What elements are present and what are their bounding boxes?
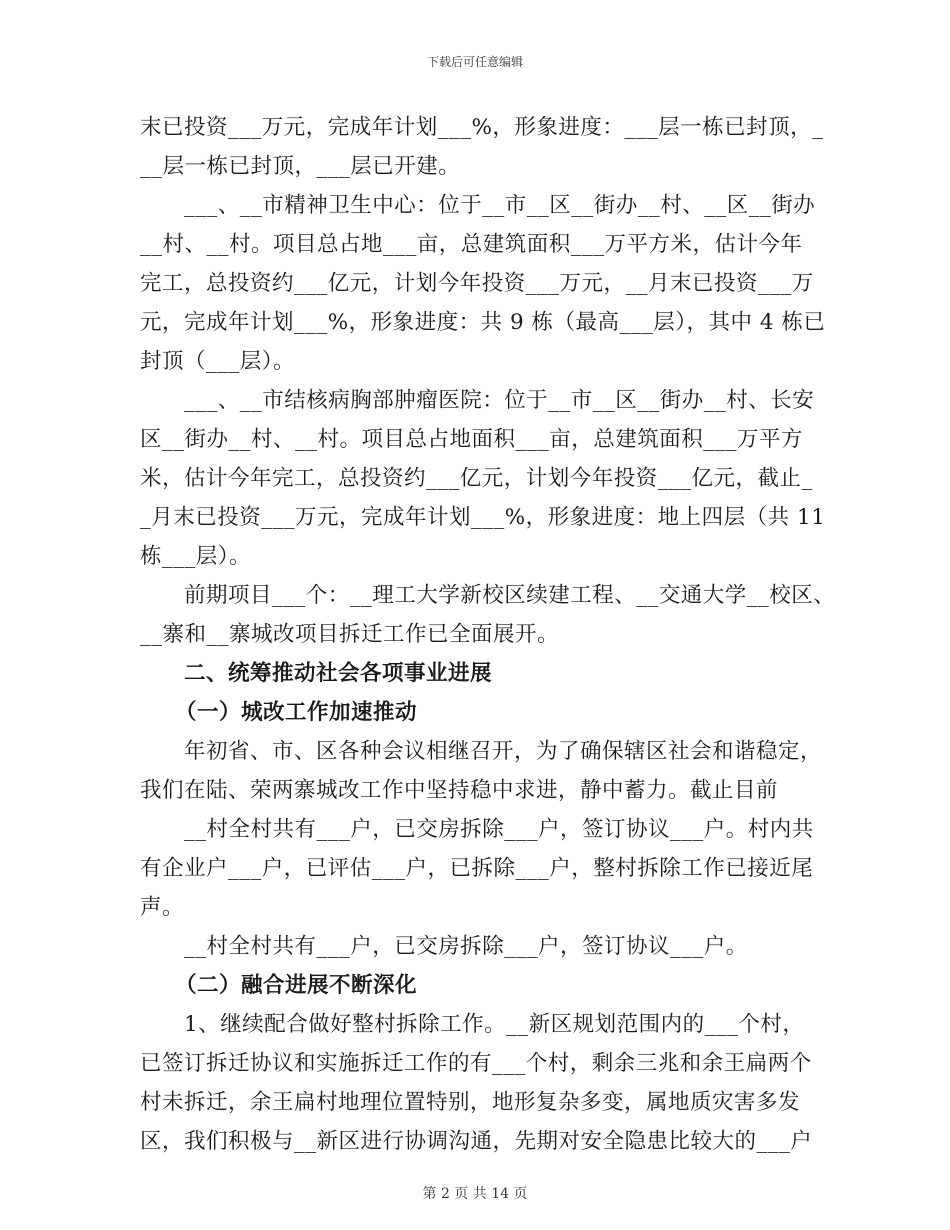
paragraph-line: 年初省、市、区各种会议相继召开，为了确保辖区社会和谐稳定， xyxy=(184,739,823,764)
paragraph-line: 栋___层）。 xyxy=(140,544,252,569)
paragraph-line: 前期项目___个：__理工大学新校区续建工程、__交通大学__校区、 xyxy=(184,583,836,608)
section-heading: 二、统筹推动社会各项事业进展 xyxy=(184,661,493,686)
paragraph-line: 已签订拆迁协议和实施拆迁工作的有___个村，剩余三兆和余王扁两个 xyxy=(140,1051,812,1076)
paragraph-line: 有企业户___户，已评估___户，已拆除___户，整村拆除工作已接近尾 xyxy=(140,856,814,881)
paragraph-line: ___、__市精神卫生中心：位于__市__区__街办__村、__区__街办 xyxy=(184,193,816,218)
paragraph-line: 我们在陆、荣两寨城改工作中坚持稳中求进，静中蓄力。截止目前 xyxy=(140,778,779,803)
paragraph-line: __层一栋已封顶，___层已开建。 xyxy=(140,154,461,179)
subsection-heading: （二）融合进展不断深化 xyxy=(175,973,418,998)
paragraph-line: __村、__村。项目总占地___亩，总建筑面积___万平方米，估计今年 xyxy=(140,232,803,257)
paragraph-line: 末已投资___万元，完成年计划___%，形象进度：___层一栋已封顶，_ xyxy=(140,115,824,140)
paragraph-line: 米，估计今年完工，总投资约___亿元，计划今年投资___亿元，截止_ xyxy=(140,466,813,491)
page-header: 下载后可任意编辑 xyxy=(426,55,523,69)
subsection-heading: （一）城改工作加速推动 xyxy=(175,700,418,725)
paragraph-line: 封顶（___层）。 xyxy=(140,349,296,374)
paragraph-line: 完工，总投资约___亿元，计划今年投资___万元，__月末已投资___万 xyxy=(140,271,814,296)
paragraph-line: _月末已投资___万元，完成年计划___%，形象进度：地上四层（共 11 xyxy=(140,505,826,530)
paragraph-line: 元，完成年计划___%，形象进度：共 9 栋（最高___层），其中 4 栋已 xyxy=(140,310,826,335)
paragraph-line: __寨和__寨城改项目拆迁工作已全面展开。 xyxy=(140,622,560,647)
paragraph-line: __村全村共有___户，已交房拆除___户，签订协议___户。 xyxy=(184,934,748,959)
paragraph-line: 区__街办__村、__村。项目总占地面积___亩，总建筑面积___万平方 xyxy=(140,427,804,452)
paragraph-line: 1、继续配合做好整村拆除工作。__新区规划范围内的___个村， xyxy=(184,1012,805,1037)
paragraph-line: 声。 xyxy=(140,895,185,920)
paragraph-line: 区，我们积极与__新区进行协调沟通，先期对安全隐患比较大的___户 xyxy=(140,1129,813,1154)
paragraph-line: __村全村共有___户，已交房拆除___户，签订协议___户。村内共 xyxy=(184,817,814,842)
paragraph-line: 村未拆迁，余王扁村地理位置特别，地形复杂多变，属地质灾害多发 xyxy=(140,1090,801,1115)
page-footer: 第 2 页 共 14 页 xyxy=(422,1186,528,1202)
document-body xyxy=(140,108,836,1161)
paragraph-line: ___、__市结核病胸部肿瘤医院：位于__市__区__街办__村、长安 xyxy=(184,388,815,413)
